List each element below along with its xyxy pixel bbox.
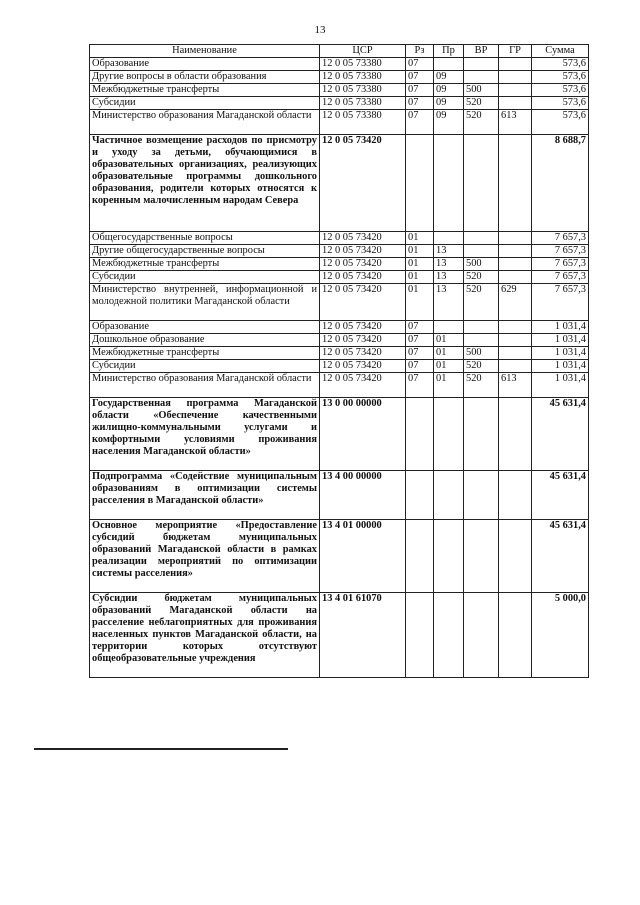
cell-csr: 12 0 05 73420 xyxy=(320,232,406,245)
cell-sum: 7 657,3 xyxy=(532,245,589,258)
cell-pr xyxy=(434,398,464,471)
header-pr: Пр xyxy=(434,45,464,58)
cell-name: Государственная программа Магаданской области «Обеспечение качественными жилищно-коммунальными услугами и комфортными условиями проживания населения Магаданской области» xyxy=(90,398,320,471)
cell-vr: 520 xyxy=(464,284,499,321)
cell-vr xyxy=(464,58,499,71)
cell-pr xyxy=(434,321,464,334)
cell-gr xyxy=(499,271,532,284)
cell-gr xyxy=(499,258,532,271)
cell-pr xyxy=(434,232,464,245)
header-csr: ЦСР xyxy=(320,45,406,58)
cell-csr: 12 0 05 73420 xyxy=(320,321,406,334)
cell-sum: 573,6 xyxy=(532,84,589,97)
header-vr: ВР xyxy=(464,45,499,58)
cell-rz xyxy=(406,398,434,471)
cell-gr xyxy=(499,347,532,360)
table-row xyxy=(90,360,589,373)
cell-csr: 12 0 05 73420 xyxy=(320,135,406,232)
cell-csr: 12 0 05 73380 xyxy=(320,58,406,71)
cell-pr xyxy=(434,135,464,232)
table-row xyxy=(90,593,589,678)
table-body xyxy=(90,58,589,678)
cell-pr xyxy=(434,471,464,520)
cell-pr: 13 xyxy=(434,271,464,284)
cell-name: Межбюджетные трансферты xyxy=(90,347,320,360)
cell-pr: 09 xyxy=(434,71,464,84)
cell-rz: 01 xyxy=(406,258,434,271)
cell-csr: 13 4 00 00000 xyxy=(320,471,406,520)
cell-name: Подпрограмма «Содействие муниципальным образованиям в оптимизации системы расселения в Магаданской области» xyxy=(90,471,320,520)
cell-pr: 01 xyxy=(434,360,464,373)
cell-gr xyxy=(499,84,532,97)
cell-sum: 1 031,4 xyxy=(532,334,589,347)
cell-name: Межбюджетные трансферты xyxy=(90,258,320,271)
cell-csr: 13 0 00 00000 xyxy=(320,398,406,471)
table-row xyxy=(90,232,589,245)
page-number: 13 xyxy=(314,24,326,36)
cell-csr: 12 0 05 73420 xyxy=(320,360,406,373)
cell-sum: 573,6 xyxy=(532,58,589,71)
table-row xyxy=(90,271,589,284)
cell-name: Другие общегосударственные вопросы xyxy=(90,245,320,258)
table-row xyxy=(90,520,589,593)
cell-rz: 07 xyxy=(406,334,434,347)
cell-vr xyxy=(464,593,499,678)
cell-csr: 13 4 01 61070 xyxy=(320,593,406,678)
cell-gr xyxy=(499,360,532,373)
cell-sum: 573,6 xyxy=(532,71,589,84)
cell-gr: 629 xyxy=(499,284,532,321)
cell-sum: 573,6 xyxy=(532,97,589,110)
cell-csr: 12 0 05 73380 xyxy=(320,97,406,110)
cell-gr xyxy=(499,520,532,593)
cell-gr: 613 xyxy=(499,110,532,135)
footer-divider xyxy=(34,748,288,750)
cell-csr: 12 0 05 73380 xyxy=(320,110,406,135)
cell-pr: 09 xyxy=(434,110,464,135)
cell-sum: 45 631,4 xyxy=(532,471,589,520)
cell-name: Образование xyxy=(90,321,320,334)
cell-gr xyxy=(499,321,532,334)
cell-name: Субсидии xyxy=(90,360,320,373)
cell-pr: 01 xyxy=(434,334,464,347)
cell-rz xyxy=(406,593,434,678)
cell-vr xyxy=(464,245,499,258)
cell-vr xyxy=(464,321,499,334)
cell-sum: 1 031,4 xyxy=(532,321,589,334)
cell-name: Межбюджетные трансферты xyxy=(90,84,320,97)
cell-pr: 13 xyxy=(434,258,464,271)
cell-vr xyxy=(464,334,499,347)
cell-gr xyxy=(499,135,532,232)
cell-pr: 09 xyxy=(434,84,464,97)
cell-name: Частичное возмещение расходов по присмотру и уходу за детьми, обучающимися в образовательных организациях, реализующих образовательные программы дошкольного образования, родители которых относятся к коренным малочисленным народам Севера xyxy=(90,135,320,232)
cell-rz: 07 xyxy=(406,360,434,373)
cell-csr: 12 0 05 73420 xyxy=(320,347,406,360)
cell-name: Министерство образования Магаданской области xyxy=(90,373,320,398)
cell-sum: 8 688,7 xyxy=(532,135,589,232)
table-row xyxy=(90,58,589,71)
table-header-row xyxy=(90,45,589,58)
cell-name: Субсидии бюджетам муниципальных образований Магаданской области на расселение неблагоприятных для проживания населенных пунктов Магаданской области, на территории которых отсутствуют общеобразовательные учреждения xyxy=(90,593,320,678)
cell-sum: 1 031,4 xyxy=(532,347,589,360)
cell-rz: 07 xyxy=(406,321,434,334)
cell-sum: 7 657,3 xyxy=(532,258,589,271)
cell-pr xyxy=(434,520,464,593)
cell-sum: 1 031,4 xyxy=(532,360,589,373)
cell-csr: 12 0 05 73420 xyxy=(320,258,406,271)
cell-rz: 07 xyxy=(406,71,434,84)
cell-pr xyxy=(434,58,464,71)
cell-rz: 07 xyxy=(406,347,434,360)
cell-name: Субсидии xyxy=(90,271,320,284)
table-row xyxy=(90,97,589,110)
table-row xyxy=(90,334,589,347)
cell-gr xyxy=(499,232,532,245)
cell-gr xyxy=(499,471,532,520)
cell-sum: 5 000,0 xyxy=(532,593,589,678)
cell-sum: 7 657,3 xyxy=(532,271,589,284)
cell-sum: 7 657,3 xyxy=(532,232,589,245)
cell-rz xyxy=(406,135,434,232)
cell-gr: 613 xyxy=(499,373,532,398)
cell-vr: 500 xyxy=(464,84,499,97)
cell-rz: 07 xyxy=(406,97,434,110)
cell-name: Субсидии xyxy=(90,97,320,110)
cell-pr: 13 xyxy=(434,284,464,321)
cell-sum: 573,6 xyxy=(532,110,589,135)
cell-vr: 500 xyxy=(464,347,499,360)
table-row xyxy=(90,321,589,334)
cell-gr xyxy=(499,97,532,110)
cell-name: Другие вопросы в области образования xyxy=(90,71,320,84)
header-sum: Сумма xyxy=(532,45,589,58)
cell-csr: 12 0 05 73420 xyxy=(320,334,406,347)
cell-gr xyxy=(499,58,532,71)
cell-name: Образование xyxy=(90,58,320,71)
table-row xyxy=(90,245,589,258)
cell-vr xyxy=(464,135,499,232)
cell-gr xyxy=(499,334,532,347)
cell-vr xyxy=(464,71,499,84)
cell-sum: 45 631,4 xyxy=(532,520,589,593)
cell-vr xyxy=(464,520,499,593)
cell-vr: 520 xyxy=(464,110,499,135)
cell-sum: 7 657,3 xyxy=(532,284,589,321)
cell-vr: 520 xyxy=(464,97,499,110)
header-rz: Рз xyxy=(406,45,434,58)
cell-name: Общегосударственные вопросы xyxy=(90,232,320,245)
cell-csr: 13 4 01 00000 xyxy=(320,520,406,593)
cell-name: Министерство внутренней, информационной и молодежной политики Магаданской области xyxy=(90,284,320,321)
cell-pr: 13 xyxy=(434,245,464,258)
cell-name: Дошкольное образование xyxy=(90,334,320,347)
cell-rz: 01 xyxy=(406,271,434,284)
cell-csr: 12 0 05 73380 xyxy=(320,84,406,97)
cell-vr xyxy=(464,471,499,520)
header-gr: ГР xyxy=(499,45,532,58)
cell-sum: 1 031,4 xyxy=(532,373,589,398)
table-row xyxy=(90,71,589,84)
table-row xyxy=(90,373,589,398)
cell-vr: 520 xyxy=(464,373,499,398)
cell-gr xyxy=(499,593,532,678)
cell-vr: 520 xyxy=(464,271,499,284)
cell-csr: 12 0 05 73420 xyxy=(320,245,406,258)
cell-pr xyxy=(434,593,464,678)
cell-name: Министерство образования Магаданской области xyxy=(90,110,320,135)
cell-rz: 07 xyxy=(406,373,434,398)
table-row xyxy=(90,110,589,135)
table-row xyxy=(90,84,589,97)
cell-vr xyxy=(464,232,499,245)
cell-vr: 520 xyxy=(464,360,499,373)
cell-vr: 500 xyxy=(464,258,499,271)
cell-rz: 01 xyxy=(406,232,434,245)
table-row xyxy=(90,471,589,520)
table-row xyxy=(90,135,589,232)
cell-rz xyxy=(406,520,434,593)
cell-rz xyxy=(406,471,434,520)
cell-pr: 09 xyxy=(434,97,464,110)
cell-rz: 07 xyxy=(406,110,434,135)
cell-name: Основное мероприятие «Предоставление субсидий бюджетам муниципальных образований Магаданской области в рамках реализации мероприятий по оптимизации системы расселения» xyxy=(90,520,320,593)
cell-vr xyxy=(464,398,499,471)
table-row xyxy=(90,284,589,321)
budget-table xyxy=(89,44,589,678)
cell-csr: 12 0 05 73420 xyxy=(320,284,406,321)
cell-rz: 01 xyxy=(406,245,434,258)
cell-csr: 12 0 05 73380 xyxy=(320,71,406,84)
table-row xyxy=(90,398,589,471)
cell-rz: 07 xyxy=(406,84,434,97)
cell-gr xyxy=(499,398,532,471)
cell-gr xyxy=(499,245,532,258)
cell-pr: 01 xyxy=(434,373,464,398)
cell-sum: 45 631,4 xyxy=(532,398,589,471)
cell-rz: 07 xyxy=(406,58,434,71)
cell-gr xyxy=(499,71,532,84)
cell-csr: 12 0 05 73420 xyxy=(320,373,406,398)
cell-pr: 01 xyxy=(434,347,464,360)
cell-csr: 12 0 05 73420 xyxy=(320,271,406,284)
cell-rz: 01 xyxy=(406,284,434,321)
header-name: Наименование xyxy=(90,45,320,58)
table-row xyxy=(90,258,589,271)
table-row xyxy=(90,347,589,360)
